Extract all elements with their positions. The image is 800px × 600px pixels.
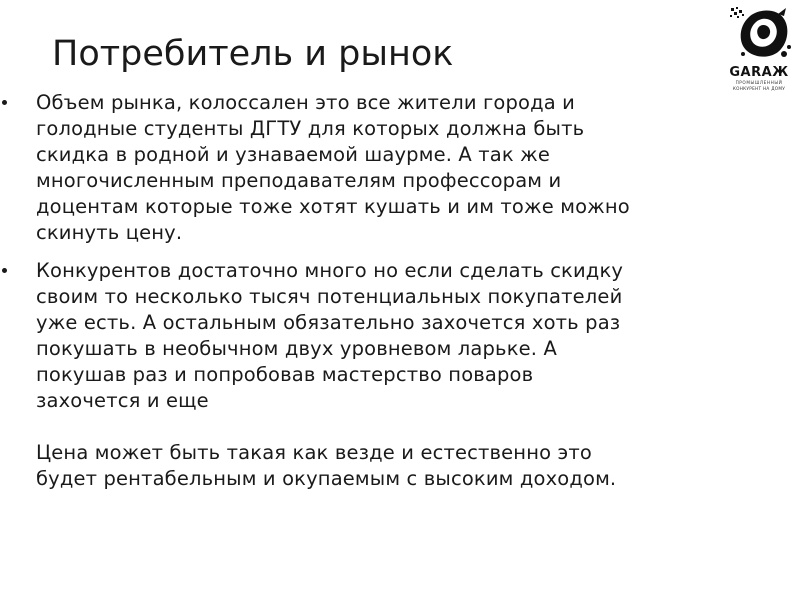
logo-emblem [741,8,791,57]
bullet-continuation-text: Цена может быть такая как везде и естественно это будет рентабельным и окупаемым с высоким доходом. [36,441,617,490]
logo-tagline-line1: ПРОМЫШЛЕННЫЙ [735,80,783,85]
bullet-marker [2,100,7,105]
bullet-text: Объем рынка, колоссален это все жители города и голодные студенты ДГТУ для которых должна быть скидка в родной и узнаваемой шаурме. А так же многочисленным преподавателям профессорам и доцентам которые тоже хотят кушать и им тоже можно скинуть цену. [36,91,630,244]
logo-name: GARAЖ [729,65,789,80]
logo-pixel-cluster [730,7,744,18]
bullet-item-market-size [0,90,800,246]
garage-logo-icon [722,4,796,96]
paragraph-spacer [36,414,780,440]
bullet-item-competitors [0,258,800,492]
slide-title: Потребитель и рынок [52,34,454,74]
bullet-text: Конкурентов достаточно много но если сделать скидку своим то несколько тысяч потенциальных покупателей уже есть. А остальным обязательно захочется хоть раз покушать в необычном двух уровневом ларьке. А покушав раз и попробовав мастерство поваров захочется и еще [36,259,624,412]
logo-tagline-line2: КОНКУРЕНТ НА ДОМУ [732,86,786,91]
bullet-marker [2,268,7,273]
bullet-list [0,90,800,492]
